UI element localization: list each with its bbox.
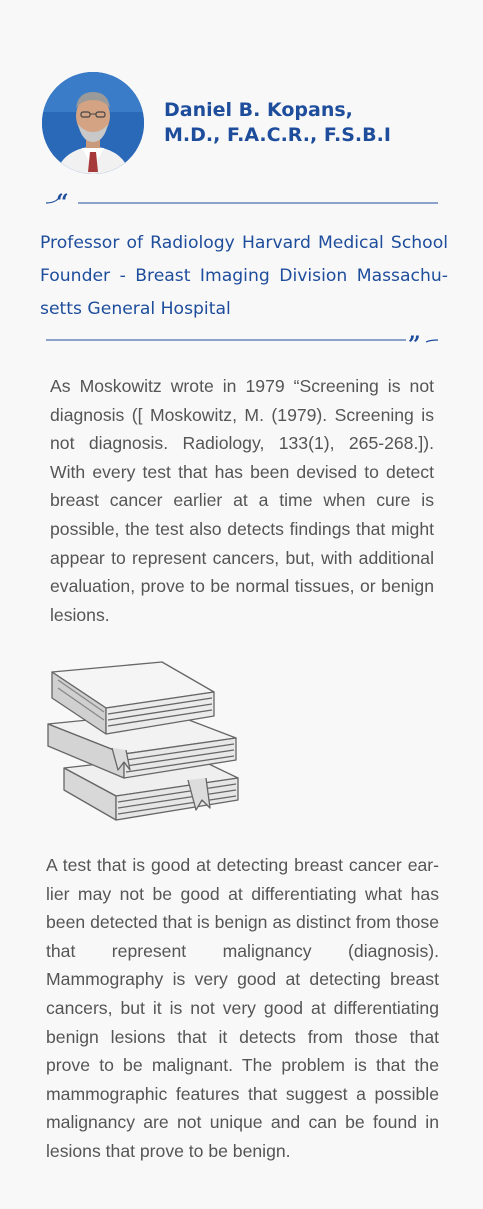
paragraph-1: As Moskowitz wrote in 1979 “Screening is not diagnosis ([ Moskowitz, M. (1979). Screening is not diagnosis. Radiology, 133(1), 265-268.]). With every test that has been devised to detect breast cancer earlier at a time when cure is possible, the test also detects findings that might appear to represent cancers, but, with additional evaluation, prove to be normal tissues, or benign lesions.: [50, 376, 434, 625]
close-quote-icon: ”: [408, 332, 421, 350]
paragraph-2: A test that is good at detecting breast cancer earlier may not be good at differentiating what has been detected that is benign as distinct from those that represent malignancy (diagnosis). Mammography is very good at detecting breast cancers, but it is not very good at differentiating benign lesions that it detects from those that prove to be malignant. The problem is that the mammographic features that suggest a possible malignancy are not unique and can be found in lesions that prove to be benign.: [46, 855, 439, 1161]
books-illustration: [38, 650, 248, 830]
author-credentials: M.D., F.A.C.R., F.S.B.I: [164, 124, 391, 146]
author-portrait: [42, 72, 144, 174]
author-name-line1: Daniel B. Kopans,: [164, 99, 353, 121]
bottom-quote-rule: [44, 330, 440, 350]
author-affiliation: Professor of Radiology Harvard Medical School Founder - Breast Imaging Division Massachusetts General Hospital: [40, 233, 448, 319]
open-quote-icon: “: [56, 193, 69, 213]
author-name: [164, 98, 464, 148]
top-quote-rule: [44, 193, 440, 213]
